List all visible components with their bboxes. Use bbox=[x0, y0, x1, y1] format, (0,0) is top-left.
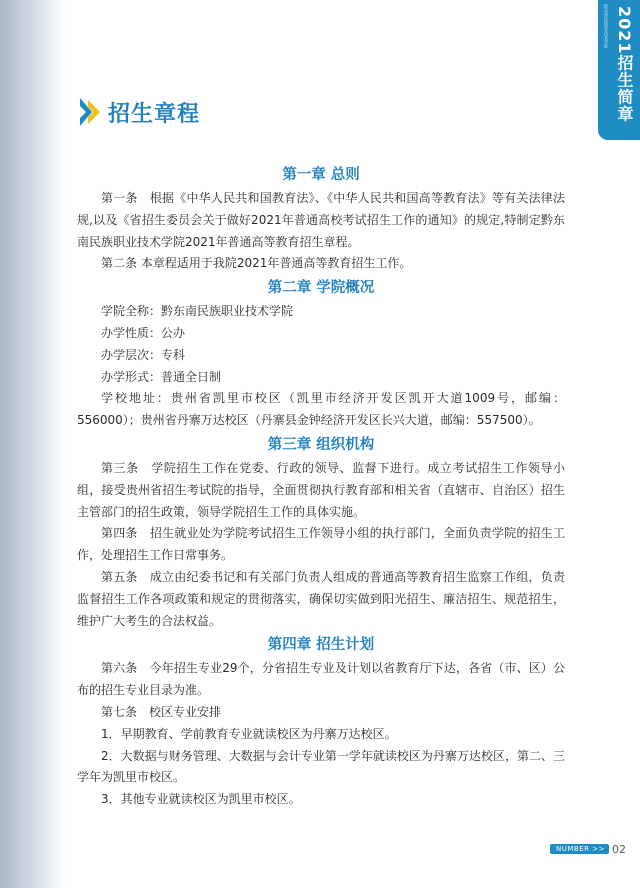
footer-number-label: NUMBER >> bbox=[550, 844, 609, 854]
article-6: 第六条 今年招生专业29个，分省招生专业及计划以省教育厅下达，各省（市、区）公布的招生专业目录为准。 bbox=[77, 661, 565, 698]
college-full-name: 学院全称：黔东南民族职业技术学院 bbox=[101, 304, 294, 319]
college-nature: 办学性质：公办 bbox=[101, 325, 186, 340]
section-heading bbox=[80, 96, 200, 128]
page-spine-shadow bbox=[0, 0, 66, 888]
chapter-3-title: 第三章 组织机构 bbox=[267, 436, 375, 453]
corner-tab bbox=[598, 0, 640, 140]
article-4: 第四条 招生就业处为学院考试招生工作领导小组的执行部门，全面负责学院的招生工作，处理招生工作日常事务。 bbox=[77, 526, 565, 563]
corner-tab-title: 2021招生简章 bbox=[615, 6, 634, 123]
campus-item-3: 3．其他专业就读校区为凯里市校区。 bbox=[101, 792, 301, 807]
article-3: 第三条 学院招生工作在党委、行政的领导、监督下进行。成立考试招生工作领导小组，接受贵州省招生考试院的指导，全面贯彻执行教育部和相关省（直辖市、自治区）招生主管部门的招生政策，领导学院招生工作的具体实施。 bbox=[77, 460, 565, 519]
page-footer bbox=[550, 843, 626, 855]
article-7: 第七条 校区专业安排 bbox=[101, 704, 222, 719]
chapter-2-title: 第二章 学院概况 bbox=[267, 280, 375, 297]
document-body bbox=[77, 162, 565, 811]
campus-item-2: 2．大数据与财务管理、大数据与会计专业第一学年就读校区为丹寨万达校区，第二、三学年为凯里市校区。 bbox=[77, 748, 565, 785]
college-address: 学校地址：贵州省凯里市校区（凯里市经济开发区凯开大道1009号，邮编：556000）；贵州省丹寨万达校区（丹寨县金钟经济开发区长兴大道，邮编：557500）。 bbox=[77, 391, 565, 428]
article-2: 第二条 本章程适用于我院2021年普通高等教育招生工作。 bbox=[101, 256, 412, 271]
page-number: 02 bbox=[612, 842, 626, 856]
double-chevron-icon bbox=[80, 98, 102, 126]
article-5: 第五条 成立由纪委书记和有关部门负责人组成的普通高等教育招生监察工作组，负责监督招生工作各项政策和规定的贯彻落实，确保切实做到阳光招生、廉洁招生、规范招生，维护广大考生的合法权益。 bbox=[77, 569, 565, 628]
article-1: 第一条 根据《中华人民共和国教育法》、《中华人民共和国高等教育法》等有关法律法规,以及《省招生委员会关于做好2021年普通高校考试招生工作的通知》的规定,特制定黔东南民族职业技术学院2021年普通高等教育招生章程。 bbox=[77, 191, 565, 249]
section-title: 招生章程 bbox=[108, 101, 201, 127]
college-form: 办学形式：普通全日制 bbox=[101, 369, 222, 384]
chapter-4-title: 第四章 招生计划 bbox=[267, 637, 375, 654]
college-level: 办学层次：专科 bbox=[101, 347, 186, 362]
chapter-1-title: 第一章 总则 bbox=[282, 167, 360, 183]
corner-tab-small-text: 黔东南民族职业技术学院 bbox=[604, 4, 609, 48]
campus-item-1: 1．早期教育、学前教育专业就读校区为丹寨万达校区。 bbox=[101, 726, 397, 741]
